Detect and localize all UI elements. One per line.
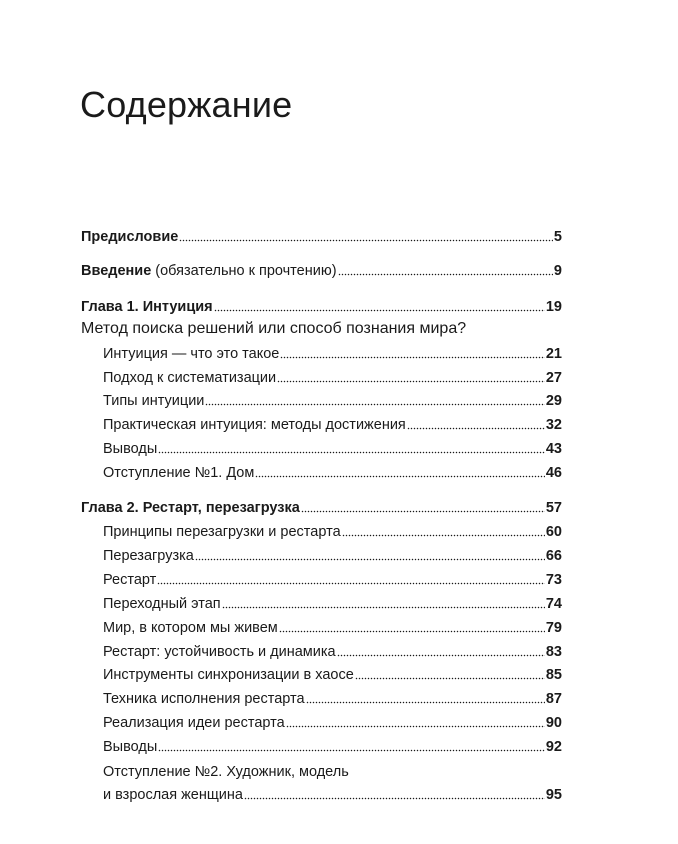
toc-entry-note: (обязательно к прочтению) (151, 263, 337, 279)
dot-leader (337, 654, 545, 657)
dot-leader (244, 797, 545, 800)
dot-leader (338, 273, 553, 276)
toc-page-number: 90 (545, 715, 562, 731)
toc-chapter-1-subtitle (81, 320, 562, 338)
toc-entry[interactable] (103, 714, 562, 732)
toc-entry-label: Подход к систематизации (103, 370, 277, 386)
toc-entry[interactable] (103, 595, 562, 613)
toc-entry-label: Выводы (103, 441, 158, 457)
dot-leader (195, 558, 545, 561)
toc-page-number: 79 (545, 620, 562, 636)
dot-leader (280, 356, 545, 359)
toc-entry-label: Глава 2. Рестарт, перезагрузка (81, 500, 300, 516)
toc-entry-introduction[interactable] (81, 262, 562, 280)
toc-page-number: 57 (545, 500, 562, 516)
toc-page-number: 29 (545, 393, 562, 409)
toc-entry-label: Предисловие (81, 229, 179, 245)
dot-leader (255, 475, 545, 478)
toc-entry[interactable] (103, 738, 562, 756)
dot-leader (158, 451, 545, 454)
toc-entry[interactable] (103, 392, 562, 410)
dot-leader (306, 701, 545, 704)
toc-page-number: 43 (545, 441, 562, 457)
toc-entry-label: Глава 1. Интуиция (81, 299, 213, 315)
toc-page-number: 85 (545, 667, 562, 683)
toc-page-number: 92 (545, 739, 562, 755)
toc-entry-label: Выводы (103, 739, 158, 755)
toc-entry-label-continued: и взрослая женщина (103, 787, 243, 803)
toc-entry[interactable] (103, 643, 562, 661)
dot-leader (277, 380, 545, 383)
toc-page-number: 5 (553, 229, 562, 245)
dot-leader (205, 403, 544, 406)
toc-entry-label: Метод поиска решений или способ познания мира? (81, 320, 467, 337)
toc-entry-label: Инструменты синхронизации в хаосе (103, 667, 354, 683)
toc-entry[interactable] (103, 523, 562, 541)
toc-page-number: 27 (545, 370, 562, 386)
toc-entry-label: Рестарт (103, 572, 157, 588)
toc-entry[interactable] (103, 786, 562, 804)
toc-entry-label: Перезагрузка (103, 548, 194, 564)
toc-entry[interactable] (103, 440, 562, 458)
toc-page-number: 83 (545, 644, 562, 660)
toc-entry[interactable] (103, 345, 562, 363)
dot-leader (179, 239, 553, 242)
toc-entry-preface[interactable] (81, 228, 562, 246)
toc-entry[interactable] (103, 547, 562, 565)
dot-leader (279, 630, 545, 633)
toc-page-number: 66 (545, 548, 562, 564)
toc-page-number: 60 (545, 524, 562, 540)
toc-chapter-1[interactable] (81, 298, 562, 316)
dot-leader (407, 427, 545, 430)
toc-entry-label: Отступление №2. Художник, модель (103, 764, 349, 780)
dot-leader (158, 749, 545, 752)
toc-entry-label: Отступление №1. Дом (103, 465, 255, 481)
toc-entry-label: Мир, в котором мы живем (103, 620, 278, 636)
toc-entry-first-line[interactable] (103, 763, 562, 781)
toc-entry-label: Интуиция — что это такое (103, 346, 280, 362)
toc-entry-label: Типы интуиции (103, 393, 205, 409)
toc-entry-label: Практическая интуиция: методы достижения (103, 417, 406, 433)
dot-leader (222, 606, 545, 609)
dot-leader (286, 725, 545, 728)
toc-page-number: 46 (545, 465, 562, 481)
toc-page-number: 87 (545, 691, 562, 707)
toc-entry[interactable] (103, 619, 562, 637)
toc-entry-label: Рестарт: устойчивость и динамика (103, 644, 336, 660)
toc-entry[interactable] (103, 369, 562, 387)
toc-entry-label: Принципы перезагрузки и рестарта (103, 524, 341, 540)
toc-chapter-2[interactable] (81, 499, 562, 517)
dot-leader (355, 677, 545, 680)
toc-page-number: 74 (545, 596, 562, 612)
toc-page-number: 9 (553, 263, 562, 279)
toc-entry-label: Реализация идеи рестарта (103, 715, 285, 731)
toc-entry-label: Введение (81, 263, 152, 279)
dot-leader (157, 582, 545, 585)
toc-entry[interactable] (103, 690, 562, 708)
toc-page-number: 95 (545, 787, 562, 803)
toc-entry[interactable] (103, 464, 562, 482)
dot-leader (342, 534, 545, 537)
page-title: Содержание (80, 84, 293, 125)
toc-page-number: 21 (545, 346, 562, 362)
toc-page-number: 32 (545, 417, 562, 433)
toc-page-number: 73 (545, 572, 562, 588)
toc-entry-label: Переходный этап (103, 596, 221, 612)
dot-leader (214, 309, 545, 312)
toc-page-number: 19 (545, 299, 562, 315)
dot-leader (301, 510, 545, 513)
toc-entry[interactable] (103, 571, 562, 589)
toc-entry-label: Техника исполнения рестарта (103, 691, 305, 707)
toc-entry[interactable] (103, 666, 562, 684)
toc-entry[interactable] (103, 416, 562, 434)
